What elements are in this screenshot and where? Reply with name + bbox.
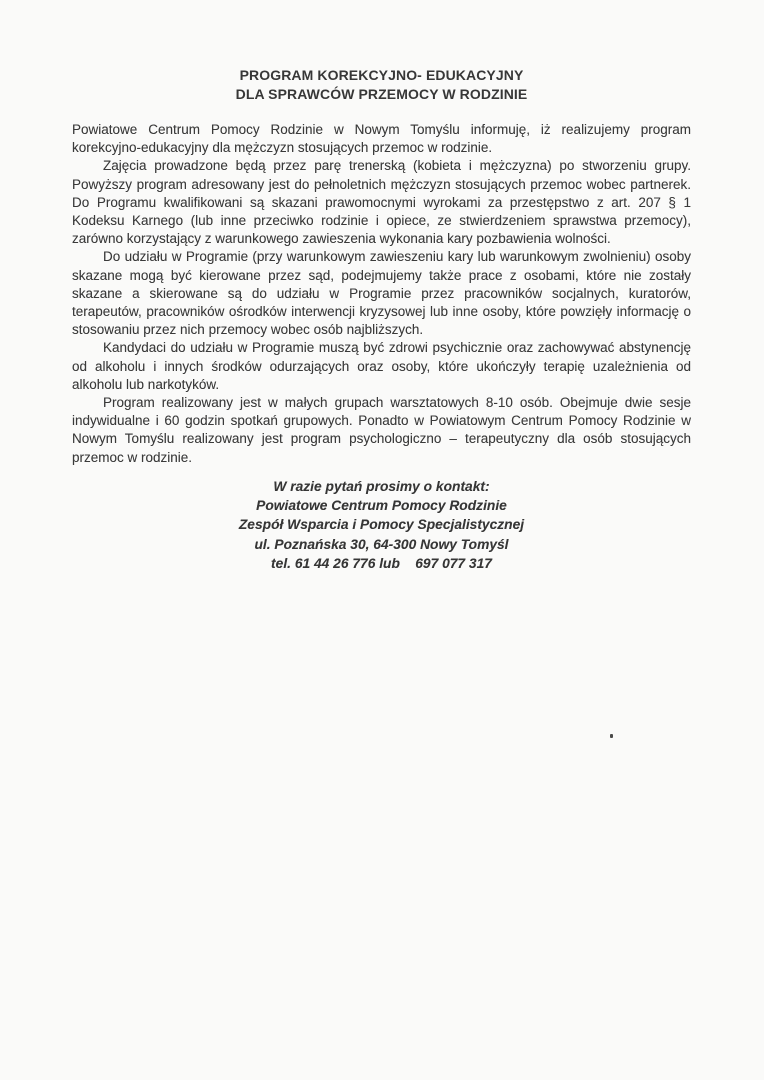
document-body <box>72 121 691 467</box>
contact-team-name: Zespół Wsparcia i Pomocy Specjalistycznej <box>238 517 525 533</box>
paragraph-program-format: Program realizowany jest w małych grupach warsztatowych 8-10 osób. Obejmuje dwie sesje indywidualne i 60 godzin spotkań grupowych. Ponadto w Powiatowym Centrum Pomocy Rodzinie w Nowym Tomyślu realizowany jest program psychologiczno – terapeutyczny dla osób stosujących przemoc w rodzinie. <box>72 395 691 465</box>
title-line-1: PROGRAM KOREKCYJNO- EDUKACYJNY <box>239 67 524 83</box>
scan-speck-artifact <box>610 734 613 738</box>
paragraph-intro: Powiatowe Centrum Pomocy Rodzinie w Nowym Tomyślu informuję, iż realizujemy program korekcyjno-edukacyjny dla mężczyzn stosujących przemoc w rodzinie. <box>72 122 691 156</box>
paragraph-qualification: Zajęcia prowadzone będą przez parę trenerską (kobieta i mężczyzna) po stworzeniu grupy. Powyższy program adresowany jest do pełnoletnich mężczyzn stosujących przemoc wobec partnerek. Do Programu kwalifikowani są skazani prawomocnymi wyrokami za przestępstwo z art. 207 § 1 Kodeksu Karnego (lub inne przeciwko rodzinie i opiece, ze stwierdzeniem sprawstwa przemocy), zarówno korzystający z warunkowego zawieszenia wykonania kary pozbawienia wolności. <box>72 158 691 247</box>
contact-address: ul. Poznańska 30, 64-300 Nowy Tomyśl <box>254 536 509 552</box>
contact-block <box>72 477 691 573</box>
contact-phone: tel. 61 44 26 776 lub 697 077 317 <box>271 556 492 572</box>
paragraph-candidates: Kandydaci do udziału w Programie muszą być zdrowi psychicznie oraz zachowywać abstynencję od alkoholu i innych środków odurzających oraz osoby, które ukończyły terapię uzależnienia od alkoholu lub narkotyków. <box>72 340 691 392</box>
paragraph-referral: Do udziału w Programie (przy warunkowym zawieszeniu kary lub warunkowym zwolnieniu) osoby skazane mogą być kierowane przez sąd, podejmujemy także prace z osobami, które nie zostały skazane a skierowane są do udziału w Programie przez pracowników socjalnych, kuratorów, terapeutów, pracowników ośrodków interwencji kryzysowej lub inne osoby, które powzięły informację o stosowaniu przez nich przemocy wobec osób najbliższych. <box>72 249 691 338</box>
contact-org-name: Powiatowe Centrum Pomocy Rodzinie <box>256 498 507 514</box>
title-line-2: DLA SPRAWCÓW PRZEMOCY W RODZINIE <box>235 86 528 102</box>
contact-heading: W razie pytań prosimy o kontakt: <box>273 478 490 494</box>
document-content <box>72 66 691 573</box>
document-title <box>72 66 691 104</box>
